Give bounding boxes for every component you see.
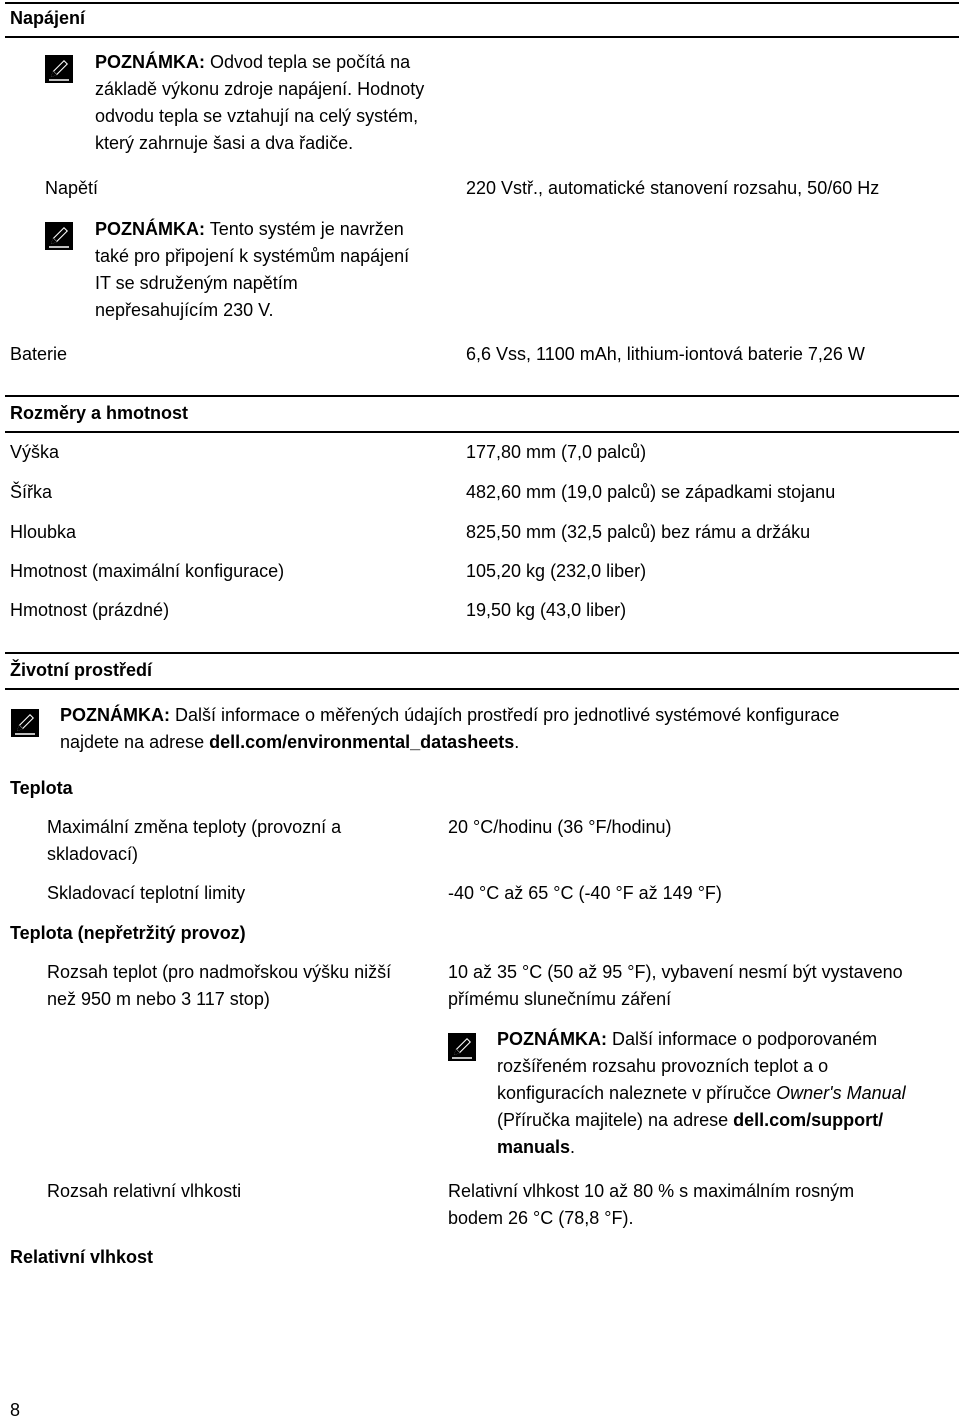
note-icon bbox=[448, 1033, 476, 1061]
dimension-label: Šířka bbox=[10, 482, 53, 502]
note-label: POZNÁMKA: bbox=[497, 1029, 607, 1049]
period: . bbox=[514, 732, 520, 752]
continuous-heading: Teplota (nepřetržitý provoz) bbox=[10, 923, 246, 943]
section-rule-top bbox=[5, 652, 959, 654]
dimension-label: Hloubka bbox=[10, 522, 77, 542]
heat-note bbox=[95, 49, 424, 157]
it-note-line: také pro připojení k systémům napájení bbox=[95, 246, 410, 266]
dimension-value: 19,50 kg (43,0 liber) bbox=[466, 600, 627, 620]
dimension-value: 105,20 kg (232,0 liber) bbox=[466, 561, 647, 581]
humidity-value: bodem 26 °C (78,8 °F). bbox=[448, 1208, 634, 1228]
period: . bbox=[570, 1137, 576, 1157]
heat-note-line: odvodu tepla se vztahují na celý systém, bbox=[95, 106, 419, 126]
note-icon bbox=[11, 709, 39, 737]
heat-note-line: který zahrnuje šasi a dva řadiče. bbox=[95, 133, 354, 153]
temperature-heading: Teplota bbox=[10, 778, 73, 798]
dimension-value: 825,50 mm (32,5 palců) bez rámu a držáku bbox=[466, 522, 811, 542]
max-change-label: Maximální změna teploty (provozní a bbox=[47, 817, 342, 837]
top-rule bbox=[5, 2, 959, 4]
heat-note-line: Odvod tepla se počítá na bbox=[210, 52, 411, 72]
extended-note-line: (Příručka majitele) na adrese bbox=[497, 1110, 734, 1130]
environment-note-line: Další informace o měřených údajích prostředí pro jednotlivé systémové konfigurace bbox=[175, 705, 840, 725]
support-link[interactable]: manuals bbox=[497, 1137, 571, 1157]
section-heading-environment: Životní prostředí bbox=[10, 660, 153, 680]
voltage-label: Napětí bbox=[45, 178, 99, 198]
section-heading-dimensions: Rozměry a hmotnost bbox=[10, 403, 189, 423]
dimension-label: Výška bbox=[10, 442, 60, 462]
note-label: POZNÁMKA: bbox=[95, 219, 205, 239]
it-note-line: IT se sdruženým napětím bbox=[95, 273, 298, 293]
range-value: přímému slunečnímu záření bbox=[448, 989, 672, 1009]
storage-limits-label: Skladovací teplotní limity bbox=[47, 883, 246, 903]
range-value: 10 až 35 °C (50 až 95 °F), vybavení nesmí být vystaveno bbox=[448, 962, 903, 982]
extended-note-line: rozšířeném rozsahu provozních teplot a o bbox=[497, 1056, 829, 1076]
section-rule bbox=[5, 688, 959, 690]
humidity-value: Relativní vlhkost 10 až 80 % s maximálním rosným bbox=[448, 1181, 855, 1201]
note-icon bbox=[45, 55, 73, 83]
max-change-value: 20 °C/hodinu (36 °F/hodinu) bbox=[448, 817, 672, 837]
max-change-label: skladovací) bbox=[47, 844, 139, 864]
section-rule-top bbox=[5, 395, 959, 397]
it-note-line: Tento systém je navržen bbox=[209, 219, 404, 239]
range-label: než 950 m nebo 3 117 stop) bbox=[47, 989, 270, 1009]
page-number: 8 bbox=[10, 1400, 21, 1420]
it-note-line: nepřesahujícím 230 V. bbox=[95, 300, 274, 320]
owners-manual-title: Owner's Manual bbox=[776, 1083, 906, 1103]
range-label: Rozsah teplot (pro nadmořskou výšku nižší bbox=[47, 962, 392, 982]
battery-label: Baterie bbox=[10, 344, 68, 364]
extended-note-line: konfiguracích naleznete v příručce bbox=[497, 1083, 777, 1103]
dimension-label: Hmotnost (prázdné) bbox=[10, 600, 170, 620]
section-heading-power: Napájení bbox=[10, 8, 86, 28]
it-note bbox=[95, 216, 409, 324]
environment-datasheets-link[interactable]: dell.com/environmental_datasheets bbox=[209, 732, 515, 752]
environment-note-line: najdete na adrese bbox=[60, 732, 210, 752]
extended-note-line: Další informace o podporovaném bbox=[612, 1029, 878, 1049]
note-label: POZNÁMKA: bbox=[60, 705, 170, 725]
note-icon bbox=[45, 222, 73, 250]
dimension-label: Hmotnost (maximální konfigurace) bbox=[10, 561, 285, 581]
support-link[interactable]: dell.com/support/ bbox=[733, 1110, 884, 1130]
section-rule-power bbox=[5, 36, 959, 38]
note-label: POZNÁMKA: bbox=[95, 52, 205, 72]
battery-value: 6,6 Vss, 1100 mAh, lithium-iontová baterie 7,26 W bbox=[466, 344, 865, 364]
section-rule bbox=[5, 431, 959, 433]
environment-note bbox=[60, 702, 839, 756]
dimension-value: 482,60 mm (19,0 palců) se západkami stojanu bbox=[466, 482, 836, 502]
storage-limits-value: -40 °C až 65 °C (-40 °F až 149 °F) bbox=[448, 883, 722, 903]
humidity-label: Rozsah relativní vlhkosti bbox=[47, 1181, 242, 1201]
heat-note-line: základě výkonu zdroje napájení. Hodnoty bbox=[95, 79, 425, 99]
relative-humidity-heading: Relativní vlhkost bbox=[10, 1247, 154, 1267]
voltage-value: 220 Vstř., automatické stanovení rozsahu, 50/60 Hz bbox=[466, 178, 880, 198]
dimension-value: 177,80 mm (7,0 palců) bbox=[466, 442, 647, 462]
extended-range-note bbox=[497, 1026, 906, 1161]
